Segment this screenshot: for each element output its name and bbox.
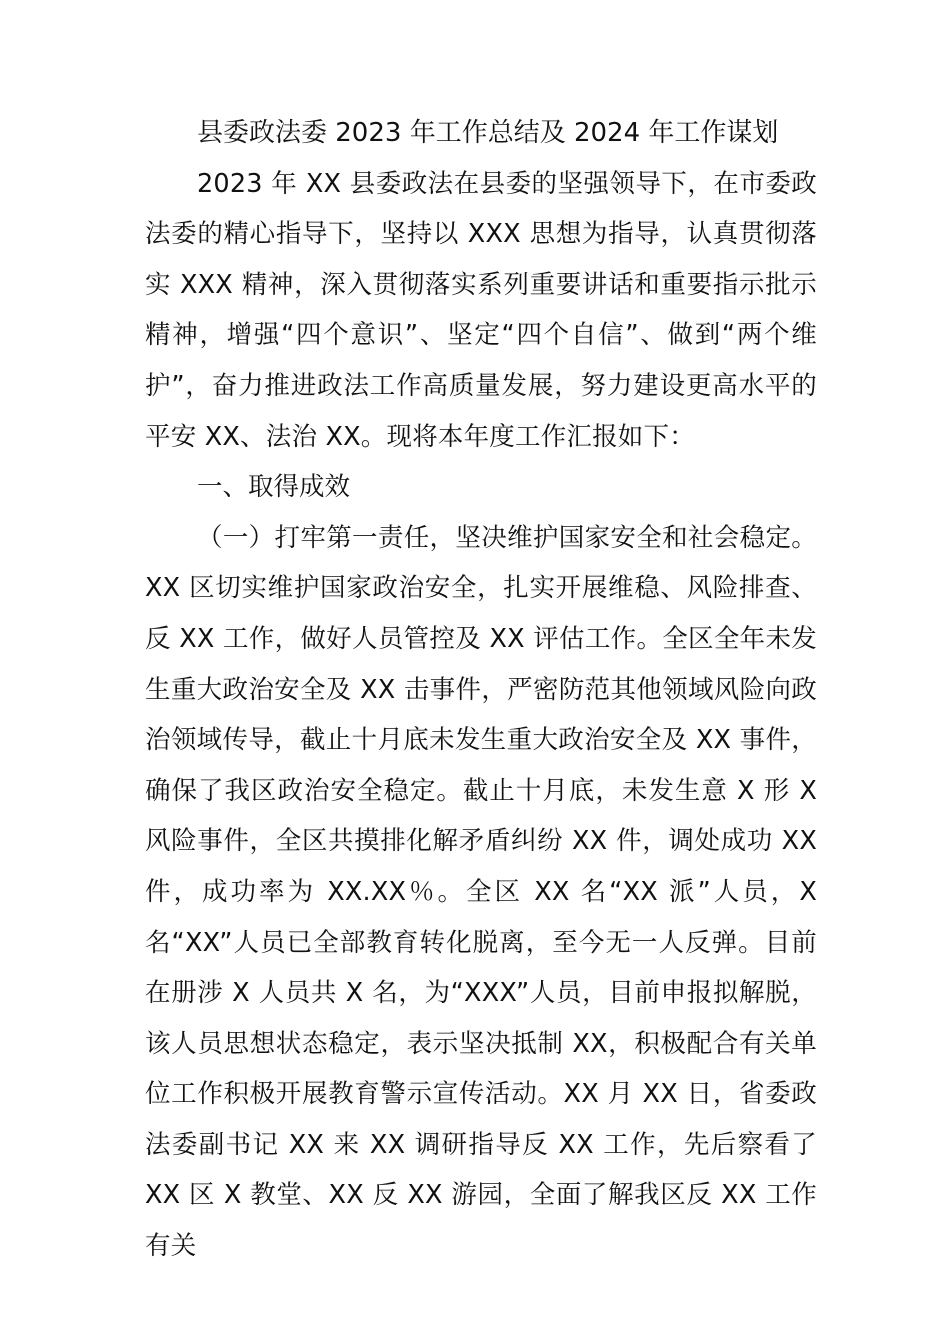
document-title: 县委政法委 2023 年工作总结及 2024 年工作谋划 <box>197 118 779 148</box>
document-body <box>145 108 817 1272</box>
section-paragraph: （一）打牢第一责任，坚决维护国家安全和社会稳定。XX 区切实维护国家政治安全，扎实开展维稳、风险排查、反 XX 工作，做好人员管控及 XX 评估工作。全区全年未发生重大政治安全及 XX 击事件，严密防范其他领域风险向政治领域传导，截止十月底未发生重大政治安全及 XX 事件，确保了我区政治安全稳定。截止十月底，未发生意 X 形 X 风险事件，全区共摸排化解矛盾纠纷 XX 件，调处成功 XX 件，成功率为 XX.XX％。全区 XX 名“XX 派”人员，X 名“XX”人员已全部教育转化脱离，至今无一人反弹。目前在册涉 X 人员共 X 名，为“XXX”人员，目前申报拟解脱，该人员思想状态稳定，表示坚决抵制 XX，积极配合有关单位工作积极开展教育警示宣传活动。XX 月 XX 日，省委政法委副书记 XX 来 XX 调研指导反 XX 工作，先后察看了 XX 区 X 教堂、XX 反 XX 游园，全面了解我区反 XX 工作有关 <box>145 522 817 1262</box>
section-heading: 一、取得成效 <box>197 472 351 503</box>
intro-paragraph: 2023 年 XX 县委政法在县委的坚强领导下，在市委政法委的精心指导下，坚持以 XXX 思想为指导，认真贯彻落实 XXX 精神，深入贯彻落实系列重要讲话和重要指示批示精神，增强“四个意识”、坚定“四个自信”、做到“两个维护”，奋力推进政法工作高质量发展，努力建设更高水平的平安 XX、法治 XX。现将本年度工作汇报如下： <box>145 168 817 452</box>
